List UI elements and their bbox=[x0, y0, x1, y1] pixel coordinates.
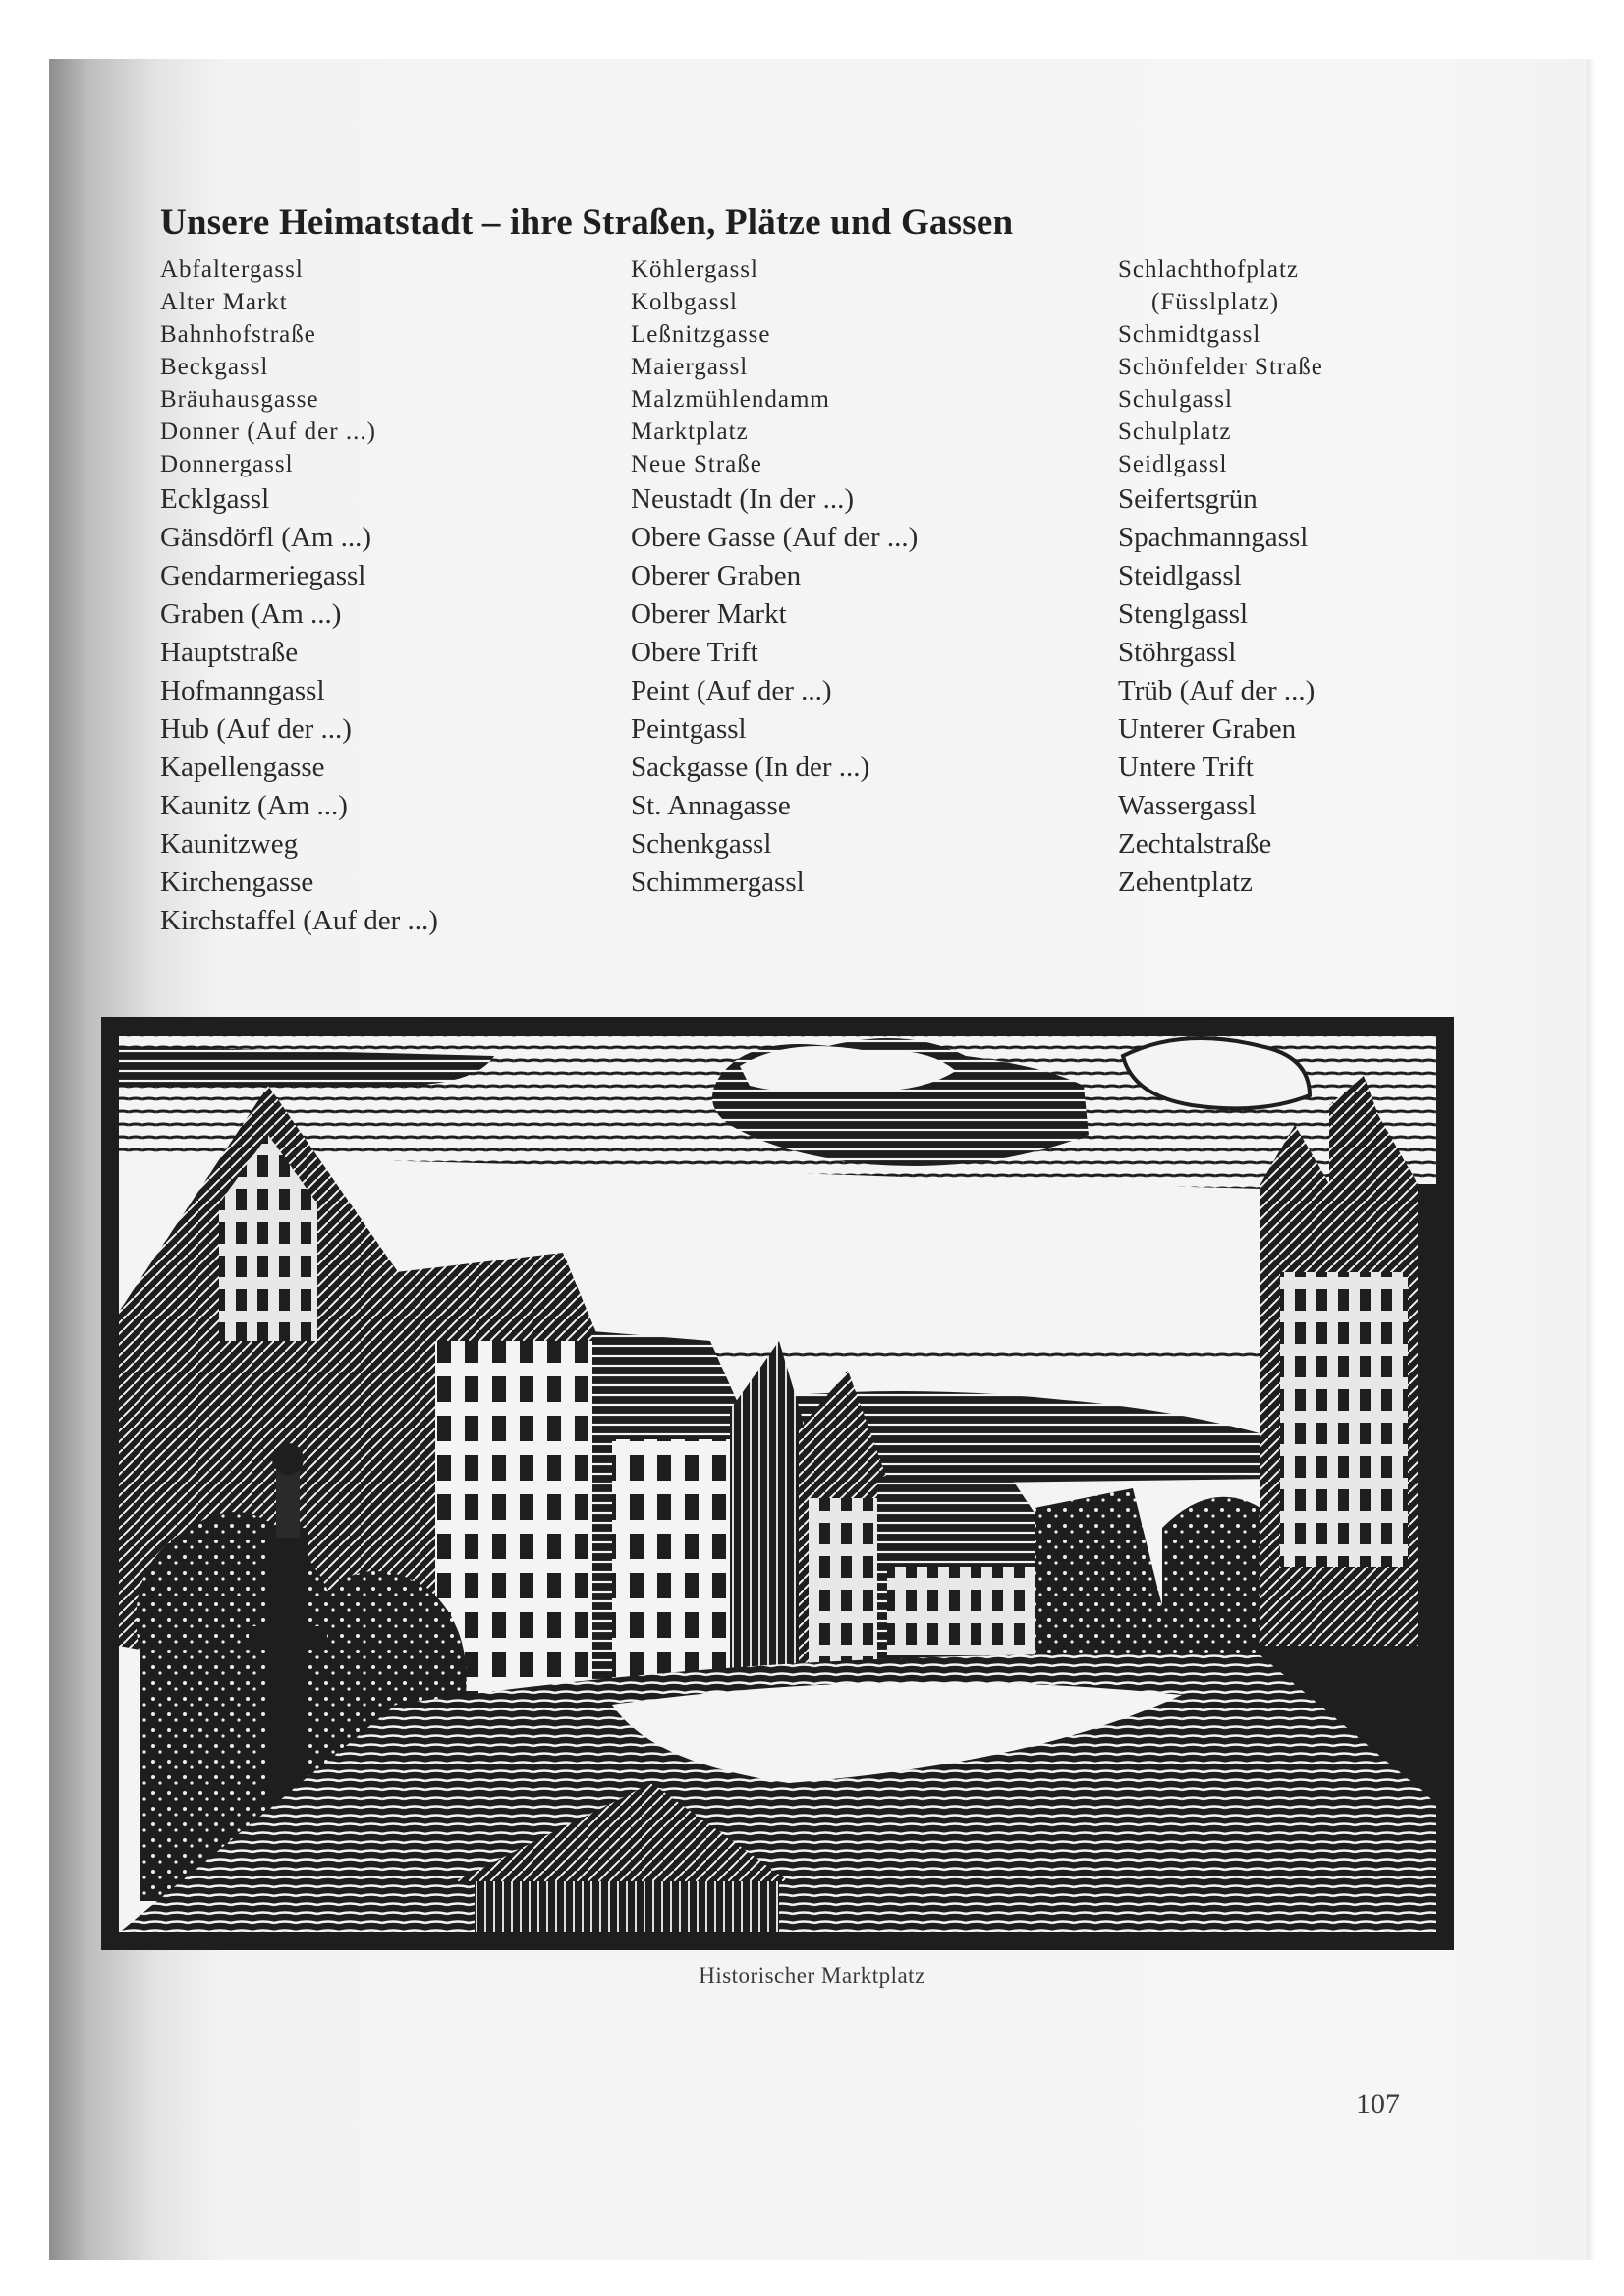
street-name: Schlachthofplatz bbox=[1118, 256, 1299, 283]
street-name: Peint (Auf der ...) bbox=[631, 675, 832, 706]
street-name: Stöhrgassl bbox=[1118, 637, 1237, 668]
street-name: Köhlergassl bbox=[631, 256, 758, 283]
street-list-column-1 bbox=[160, 253, 438, 940]
street-name: Schulgassl bbox=[1118, 386, 1233, 413]
street-name: Bahnhofstraße bbox=[160, 321, 316, 348]
street-name: Obere Gasse (Auf der ...) bbox=[631, 522, 919, 553]
street-name: Neustadt (In der ...) bbox=[631, 483, 855, 515]
street-name: Zehentplatz bbox=[1118, 867, 1253, 898]
street-name: Donnergassl bbox=[160, 451, 294, 477]
street-name: Bräuhausgasse bbox=[160, 386, 319, 413]
street-name: Graben (Am ...) bbox=[160, 598, 342, 630]
page-edge bbox=[1587, 59, 1595, 2260]
street-list-column-3 bbox=[1118, 253, 1323, 902]
woodcut-illustration bbox=[101, 1017, 1454, 1950]
street-name: Stenglgassl bbox=[1118, 598, 1249, 630]
street-name: Schenkgassl bbox=[631, 828, 772, 860]
street-name: Marktplatz bbox=[631, 419, 749, 445]
street-name: Kirchstaffel (Auf der ...) bbox=[160, 905, 438, 936]
street-name: Unterer Graben bbox=[1118, 713, 1297, 745]
street-name: Schmidtgassl bbox=[1118, 321, 1261, 348]
street-name: Donner (Auf der ...) bbox=[160, 419, 376, 445]
street-name: Spachmanngassl bbox=[1118, 522, 1309, 553]
street-name: Kolbgassl bbox=[631, 289, 738, 315]
street-name: Kapellengasse bbox=[160, 752, 325, 783]
street-name: Peintgassl bbox=[631, 713, 747, 745]
street-name: Hauptstraße bbox=[160, 637, 299, 668]
street-name: Abfaltergassl bbox=[160, 256, 304, 283]
street-name: Leßnitzgasse bbox=[631, 321, 771, 348]
street-name: Ecklgassl bbox=[160, 483, 270, 515]
scan-margin bbox=[0, 0, 49, 2296]
street-name: Oberer Markt bbox=[631, 598, 787, 630]
street-name: Schönfelder Straße bbox=[1118, 354, 1323, 380]
street-name: Untere Trift bbox=[1118, 752, 1254, 783]
street-name: Oberer Graben bbox=[631, 560, 802, 591]
street-name: St. Annagasse bbox=[631, 790, 791, 821]
street-name: Zechtalstraße bbox=[1118, 828, 1272, 860]
page-number: 107 bbox=[1356, 2088, 1400, 2120]
street-name: Hub (Auf der ...) bbox=[160, 713, 352, 745]
street-name: Seifertsgrün bbox=[1118, 483, 1258, 515]
street-name: Seidlgassl bbox=[1118, 451, 1228, 477]
street-name: Obere Trift bbox=[631, 637, 758, 668]
page-title: Unsere Heimatstadt – ihre Straßen, Plätze und Gassen bbox=[160, 201, 1014, 243]
street-name: Beckgassl bbox=[160, 354, 269, 380]
street-name: Steidlgassl bbox=[1118, 560, 1242, 591]
street-name: Kaunitzweg bbox=[160, 828, 299, 860]
street-name: Kirchengasse bbox=[160, 867, 314, 898]
street-name: Gänsdörfl (Am ...) bbox=[160, 522, 372, 553]
street-name: Alter Markt bbox=[160, 289, 288, 315]
street-name: Trüb (Auf der ...) bbox=[1118, 675, 1316, 706]
street-name: Neue Straße bbox=[631, 451, 762, 477]
street-name: Gendarmeriegassl bbox=[160, 560, 366, 591]
image-caption: Historischer Marktplatz bbox=[699, 1963, 925, 1988]
street-name: Sackgasse (In der ...) bbox=[631, 752, 870, 783]
street-name: Kaunitz (Am ...) bbox=[160, 790, 348, 821]
street-name: Malzmühlendamm bbox=[631, 386, 830, 413]
street-list-column-2 bbox=[631, 253, 918, 902]
street-name: Schulplatz bbox=[1118, 419, 1232, 445]
street-name: (Füsslplatz) bbox=[1151, 289, 1280, 315]
street-name: Schimmergassl bbox=[631, 867, 805, 898]
street-name: Maiergassl bbox=[631, 354, 749, 380]
street-name: Wassergassl bbox=[1118, 790, 1257, 821]
street-name: Hofmanngassl bbox=[160, 675, 325, 706]
